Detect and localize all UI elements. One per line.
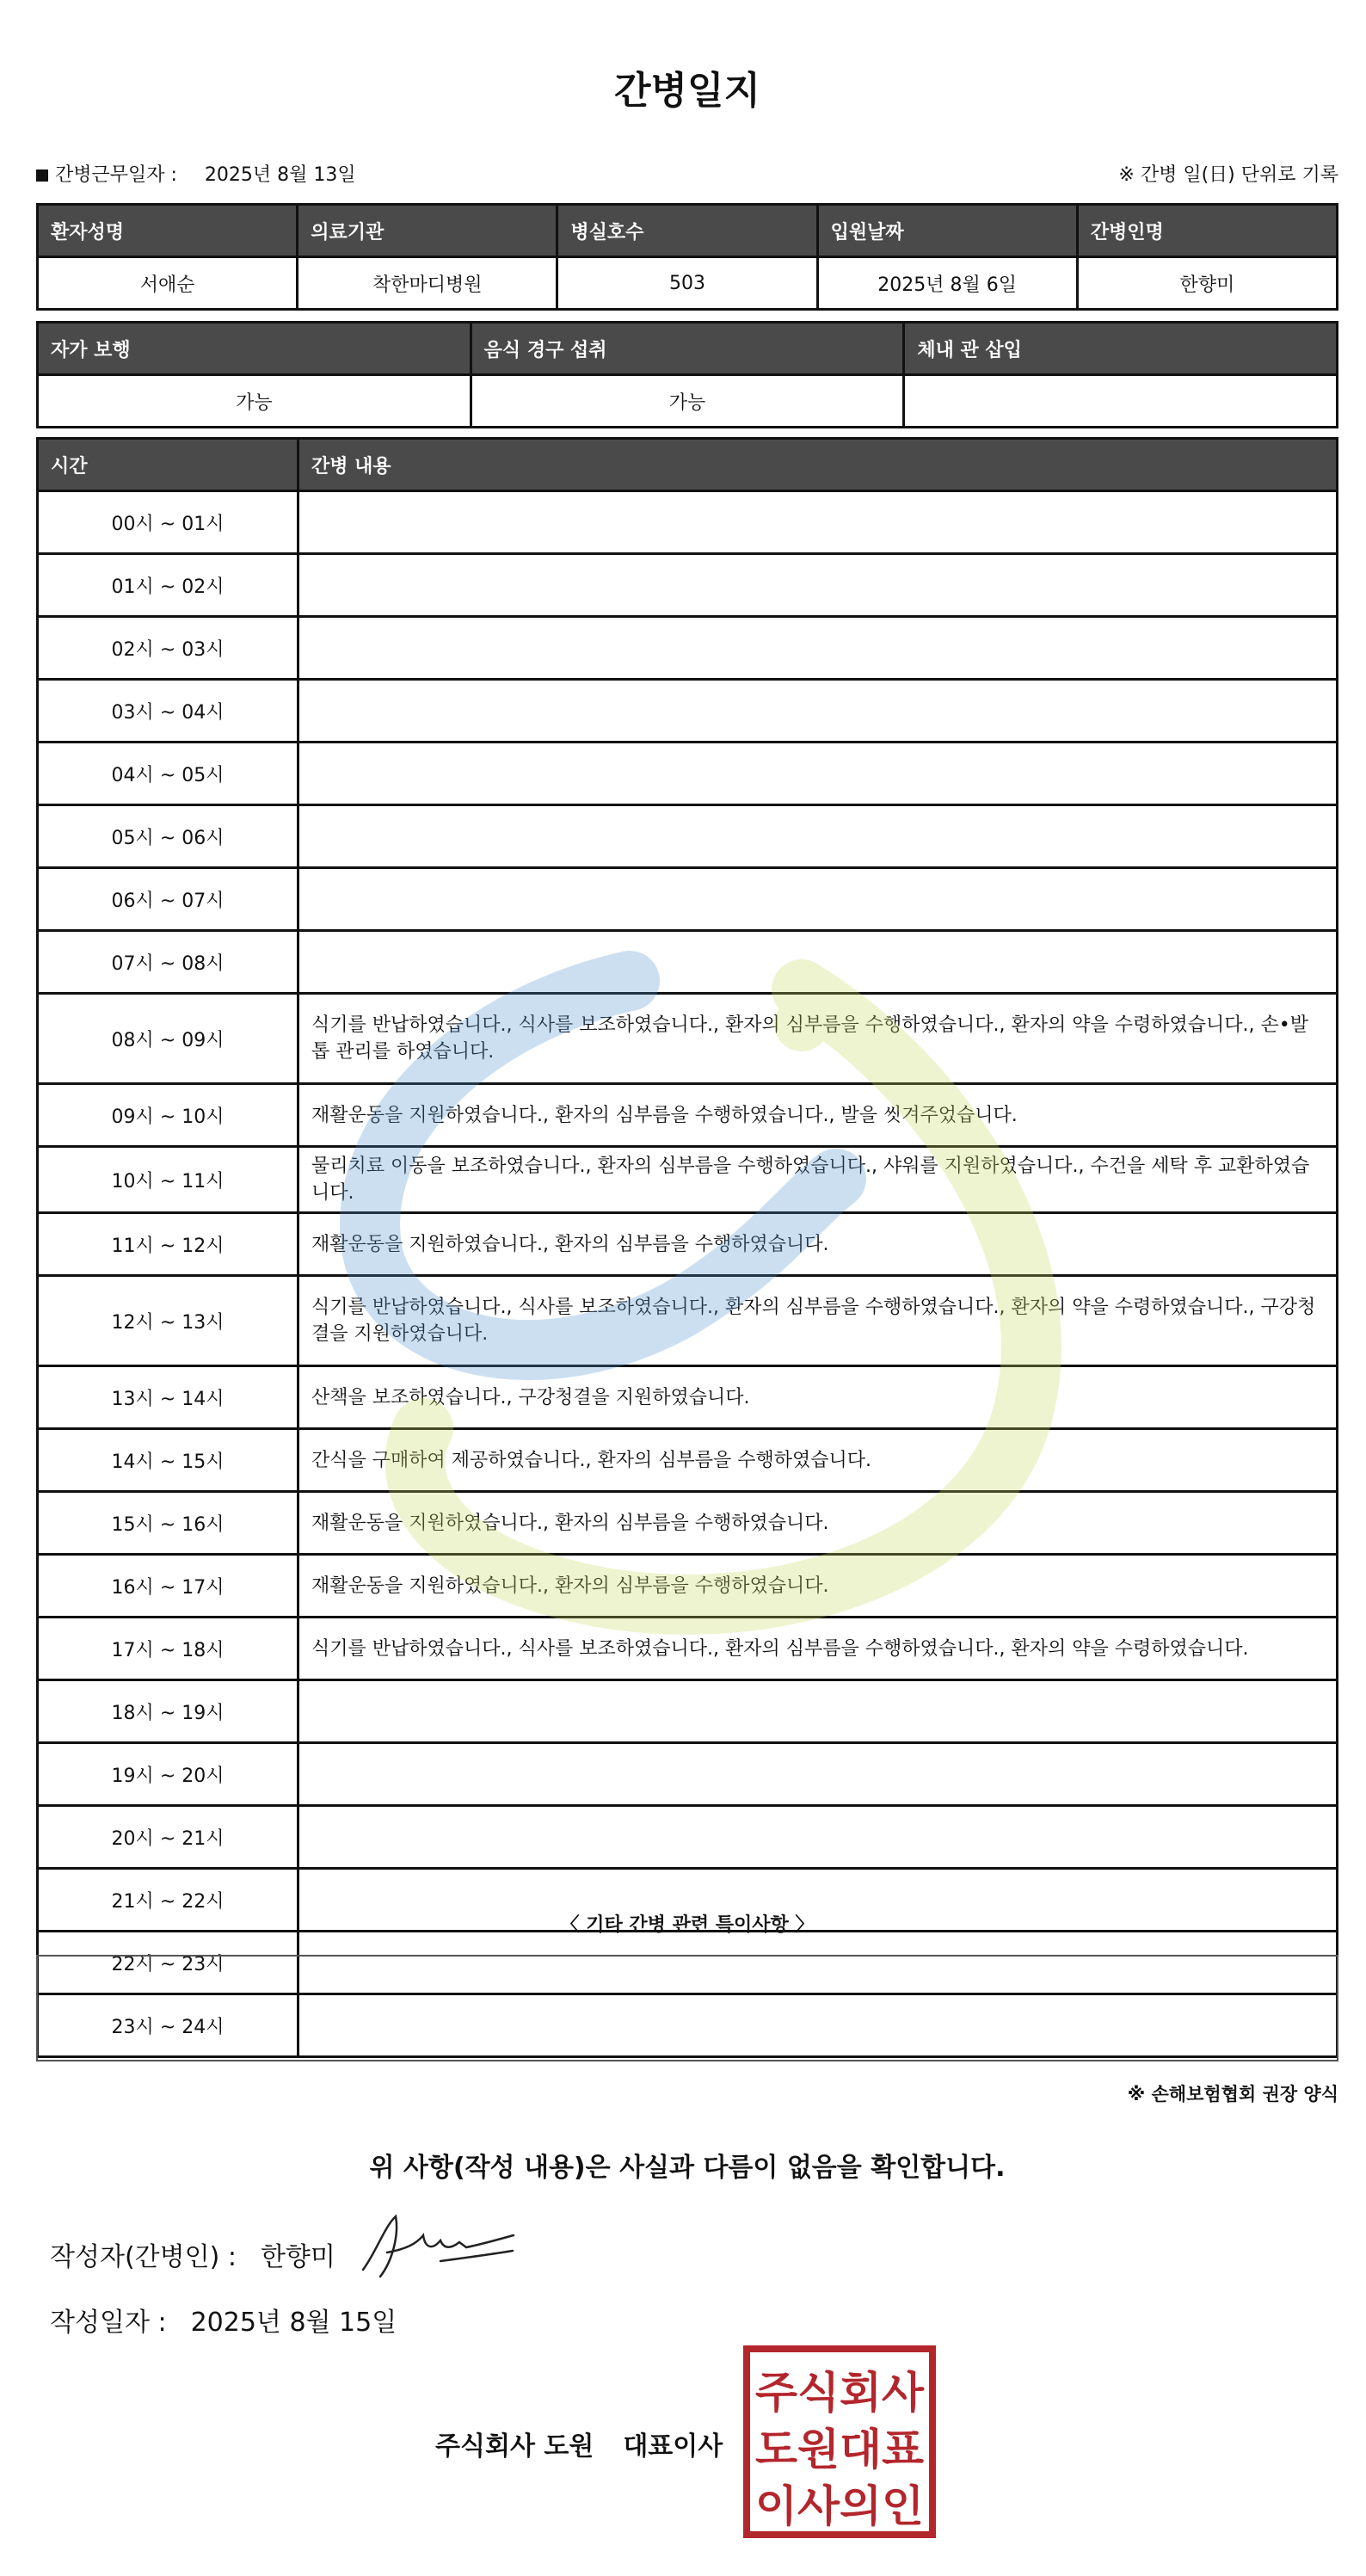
table-row: [38, 1555, 1338, 1618]
care-content: 재활운동을 지원하였습니다., 환자의 심부름을 수행하였습니다.: [298, 1492, 1338, 1555]
record-unit-note: ※ 간병 일(日) 단위로 기록: [1118, 164, 1338, 186]
admission-date: 2025년 8월 6일: [817, 257, 1077, 310]
table-row: [38, 1743, 1338, 1806]
time-slot: 09시 ~ 10시: [38, 1084, 298, 1147]
table-row: [38, 1213, 1338, 1276]
header-patient-name: 환자성명: [38, 205, 298, 257]
patient-info-table: [36, 203, 1338, 311]
header-oral-intake: 음식 경구 섭취: [471, 323, 904, 375]
status-header-row: [38, 323, 1338, 375]
care-content: 재활운동을 지원하였습니다., 환자의 심부름을 수행하였습니다., 발을 씻겨주었습니다.: [298, 1084, 1338, 1147]
walking-status: 가능: [38, 375, 471, 428]
patient-value-row: [38, 257, 1338, 310]
write-date-label: 작성일자 :: [50, 2308, 167, 2338]
time-slot: 11시 ~ 12시: [38, 1213, 298, 1276]
time-slot: 03시 ~ 04시: [38, 680, 298, 743]
oral-intake-status: 가능: [471, 375, 904, 428]
seal-line-2: 도원대표: [755, 2425, 925, 2474]
write-date-line: [50, 2301, 397, 2339]
time-slot: 18시 ~ 19시: [38, 1680, 298, 1743]
care-content: [298, 805, 1338, 868]
care-content: 식기를 반납하였습니다., 식사를 보조하였습니다., 환자의 심부름을 수행하였습니다., 환자의 약을 수령하였습니다., 구강청결을 지원하였습니다.: [298, 1276, 1338, 1366]
form-source-note: ※ 손해보험협회 권장 양식: [1127, 2084, 1338, 2105]
care-content: 식기를 반납하였습니다., 식사를 보조하였습니다., 환자의 심부름을 수행하였습니다., 환자의 약을 수령하였습니다.: [298, 1618, 1338, 1680]
special-notes-box: [36, 1955, 1338, 2061]
table-row: [38, 491, 1338, 554]
table-row: [38, 1680, 1338, 1743]
time-slot: 22시 ~ 23시: [38, 1932, 298, 1994]
author-label: 작성자(간병인) :: [50, 2242, 237, 2272]
table-row: [38, 994, 1338, 1084]
care-content: [298, 868, 1338, 931]
company-name: 주식회사 도원: [435, 2431, 594, 2462]
header-time: 시간: [38, 439, 298, 491]
time-slot: 16시 ~ 17시: [38, 1555, 298, 1618]
time-slot: 04시 ~ 05시: [38, 743, 298, 805]
time-slot: 15시 ~ 16시: [38, 1492, 298, 1555]
care-content: [298, 680, 1338, 743]
care-content: [298, 491, 1338, 554]
care-content: [298, 1743, 1338, 1806]
confirmation-statement: 위 사항(작성 내용)은 사실과 다름이 없음을 확인합니다.: [369, 2153, 1006, 2183]
room-number: 503: [557, 257, 817, 310]
care-content: 산책을 보조하였습니다., 구강청결을 지원하였습니다.: [298, 1366, 1338, 1429]
care-content: [298, 617, 1338, 680]
author-line: [50, 2235, 335, 2273]
signature-icon: [354, 2209, 518, 2287]
tube-status: [904, 375, 1338, 428]
care-content: [298, 554, 1338, 617]
document-page: [36, 0, 1338, 2531]
seal-line-3: 이사의인: [755, 2481, 924, 2531]
table-row: [38, 1492, 1338, 1555]
special-notes-title: 〈 기타 간병 관련 특이사항 〉: [560, 1914, 815, 1936]
care-log-table: [36, 437, 1338, 2058]
time-slot: 17시 ~ 18시: [38, 1618, 298, 1680]
time-slot: 19시 ~ 20시: [38, 1743, 298, 1806]
care-content: [298, 1680, 1338, 1743]
seal-line-1: 주식회사: [755, 2368, 925, 2418]
representative-title: 대표이사: [623, 2431, 723, 2462]
table-row: [38, 554, 1338, 617]
header-care-content: 간병 내용: [298, 439, 1338, 491]
table-row: [38, 743, 1338, 805]
header-institution: 의료기관: [298, 205, 557, 257]
patient-header-row: [38, 205, 1338, 257]
meta-row: [36, 158, 1338, 193]
care-content: [298, 931, 1338, 994]
table-row: [38, 1084, 1338, 1147]
write-date-value: 2025년 8월 15일: [190, 2308, 397, 2338]
table-row: [38, 868, 1338, 931]
time-slot: 02시 ~ 03시: [38, 617, 298, 680]
time-slot: 23시 ~ 24시: [38, 1994, 298, 2057]
patient-name: 서애순: [38, 257, 298, 310]
author-name: 한향미: [260, 2242, 335, 2272]
time-slot: 12시 ~ 13시: [38, 1276, 298, 1366]
institution-name: 착한마디병원: [298, 257, 557, 310]
care-log-header-row: [38, 439, 1338, 491]
patient-status-table: [36, 321, 1338, 428]
time-slot: 06시 ~ 07시: [38, 868, 298, 931]
company-line: [435, 2425, 723, 2462]
table-row: [38, 1366, 1338, 1429]
table-row: [38, 805, 1338, 868]
header-room: 병실호수: [557, 205, 817, 257]
care-content: 재활운동을 지원하였습니다., 환자의 심부름을 수행하였습니다.: [298, 1213, 1338, 1276]
table-row: [38, 1618, 1338, 1680]
care-content: 재활운동을 지원하였습니다., 환자의 심부름을 수행하였습니다.: [298, 1555, 1338, 1618]
table-row: [38, 617, 1338, 680]
table-row: [38, 1806, 1338, 1869]
header-walking: 자가 보행: [38, 323, 471, 375]
header-admission-date: 입원날짜: [817, 205, 1077, 257]
header-tube: 체내 관 삽입: [904, 323, 1338, 375]
table-row: [38, 680, 1338, 743]
status-value-row: [38, 375, 1338, 428]
time-slot: 01시 ~ 02시: [38, 554, 298, 617]
page-title: 간병일지: [613, 69, 760, 113]
care-content: [298, 743, 1338, 805]
care-log-body: [38, 491, 1338, 2057]
header-caregiver: 간병인명: [1077, 205, 1337, 257]
time-slot: 10시 ~ 11시: [38, 1147, 298, 1213]
time-slot: 00시 ~ 01시: [38, 491, 298, 554]
care-content: 식기를 반납하였습니다., 식사를 보조하였습니다., 환자의 심부름을 수행하였습니다., 환자의 약을 수령하였습니다., 손•발톱 관리를 하였습니다.: [298, 994, 1338, 1084]
care-content: 물리치료 이동을 보조하였습니다., 환자의 심부름을 수행하였습니다., 샤워를 지원하였습니다., 수건을 세탁 후 교환하였습니다.: [298, 1147, 1338, 1213]
table-row: [38, 1147, 1338, 1213]
signature-stroke: [363, 2216, 514, 2277]
caregiver-name: 한향미: [1077, 257, 1337, 310]
work-date-value: 2025년 8월 13일: [204, 164, 356, 186]
square-bullet-icon: [36, 169, 48, 182]
company-seal-icon: [741, 2344, 938, 2540]
time-slot: 07시 ~ 08시: [38, 931, 298, 994]
time-slot: 20시 ~ 21시: [38, 1806, 298, 1869]
time-slot: 14시 ~ 15시: [38, 1429, 298, 1492]
time-slot: 21시 ~ 22시: [38, 1869, 298, 1932]
table-row: [38, 931, 1338, 994]
care-content: [298, 1806, 1338, 1869]
work-date: [36, 158, 356, 193]
time-slot: 08시 ~ 09시: [38, 994, 298, 1084]
work-date-label: 간병근무일자 :: [55, 164, 177, 186]
table-row: [38, 1429, 1338, 1492]
time-slot: 13시 ~ 14시: [38, 1366, 298, 1429]
table-row: [38, 1276, 1338, 1366]
care-content: 간식을 구매하여 제공하였습니다., 환자의 심부름을 수행하였습니다.: [298, 1429, 1338, 1492]
time-slot: 05시 ~ 06시: [38, 805, 298, 868]
